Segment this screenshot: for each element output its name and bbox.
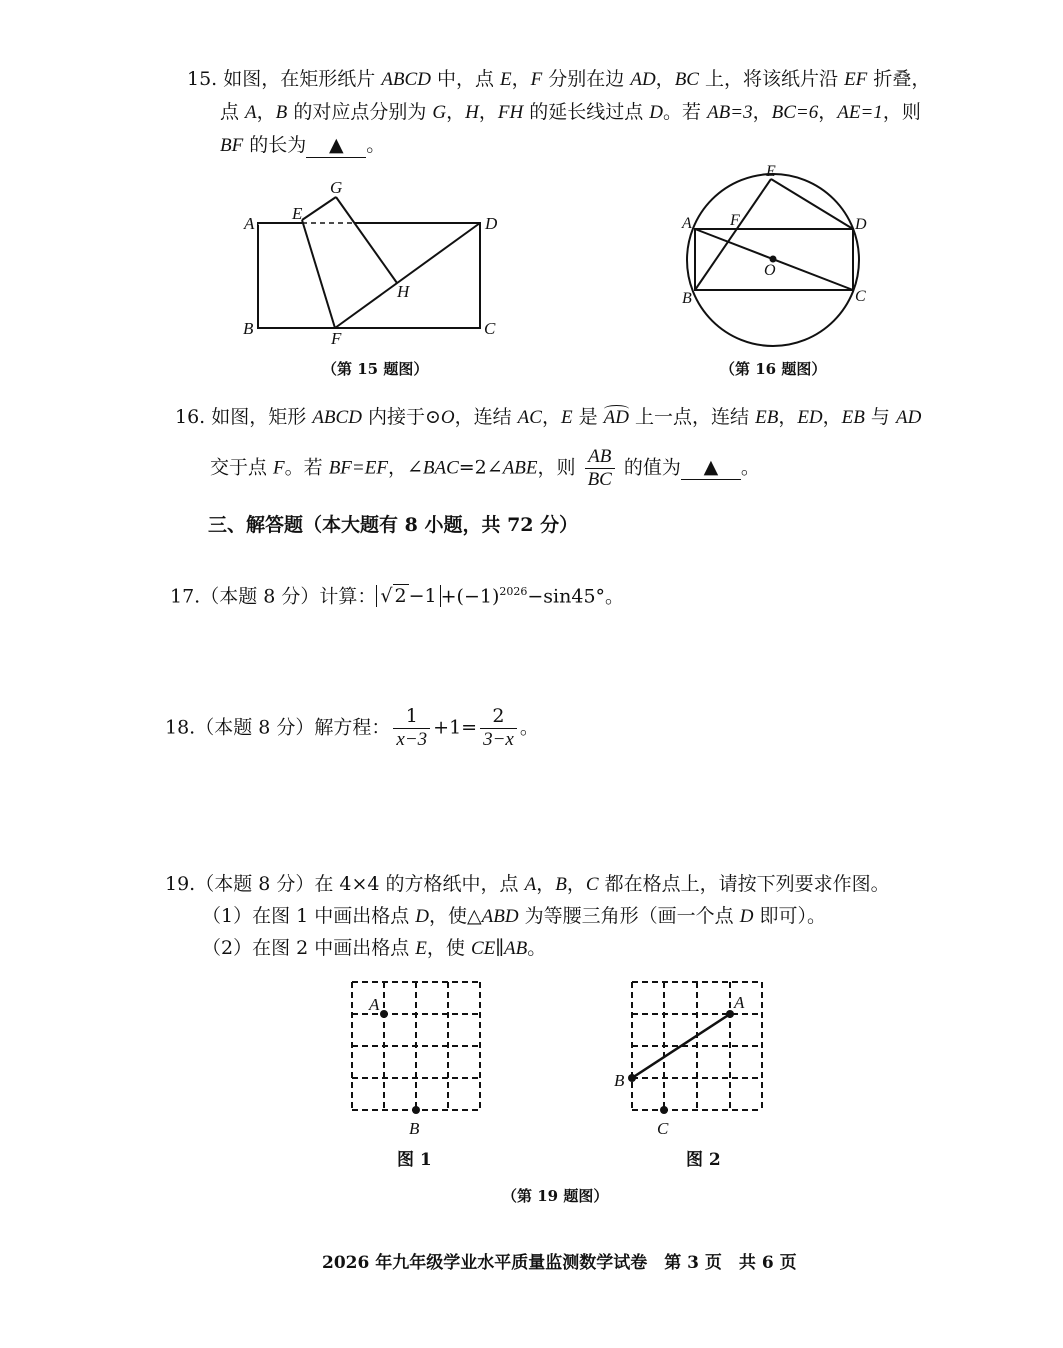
point-c	[660, 1106, 668, 1114]
caption-q15: （第 15 题图）	[322, 360, 429, 378]
absolute-value: √ 2 −1	[376, 585, 440, 607]
q18-line: 18.（本题 8 分）解方程： $\frac{1}{x-3}$ +1= $\frac{2}{3-x}$ 。	[165, 705, 539, 750]
label-d: D	[855, 216, 867, 233]
label-e: E	[292, 204, 303, 223]
segment-eg	[302, 197, 336, 220]
label-a: A	[682, 215, 692, 232]
label-a: A	[369, 995, 380, 1014]
segment-eb	[695, 179, 771, 290]
segment-fd	[335, 223, 480, 328]
q19-line3: （2）在图 2 中画出格点 E，使 CE∥AB。	[202, 937, 547, 959]
fig2-title: 图 2	[686, 1150, 721, 1170]
segment-gh	[336, 197, 397, 283]
fraction-1: $\frac{1}{x-3}$	[393, 706, 430, 751]
label-e: E	[766, 163, 776, 180]
point-a	[380, 1010, 388, 1018]
rectangle-abcd	[258, 223, 480, 328]
label-c: C	[484, 319, 496, 338]
fraction-ab-bc: $\frac{AB}{BC}$	[585, 446, 615, 491]
q19-line2: （1）在图 1 中画出格点 D，使△ABD 为等腰三角形（画一个点 D 即可）。	[202, 905, 826, 927]
label-g: G	[330, 178, 343, 197]
grid-figure-2	[610, 975, 775, 1145]
label-a: A	[244, 214, 255, 233]
segment-ef	[302, 220, 335, 328]
answer-blank-q16[interactable]: ▲	[681, 456, 741, 480]
label-o: O	[764, 262, 776, 279]
answer-blank-q15[interactable]: ▲	[306, 134, 366, 158]
q15-line3: BF 的长为 ▲ 。	[220, 134, 386, 156]
caption-q19: （第 19 题图）	[502, 1187, 609, 1205]
label-d: D	[485, 214, 498, 233]
figure-q16	[675, 160, 875, 360]
q17-line: 17.（本题 8 分）计算： √ $2 -1 +(-1)^{2026}-\sin 45^\circ$。	[170, 585, 625, 608]
label-c: C	[657, 1119, 669, 1138]
label-f: F	[331, 329, 342, 348]
label-a: A	[734, 993, 745, 1012]
page-footer: 2026 年九年级学业水平质量监测数学试卷 第 3 页 共 6 页	[322, 1253, 797, 1273]
label-b: B	[682, 290, 692, 307]
label-c: C	[855, 288, 866, 305]
grid-figure-1	[340, 975, 495, 1145]
fraction-2: $\frac{2}{3-x}$	[480, 706, 517, 751]
segment-ed	[771, 179, 853, 229]
label-b: B	[409, 1119, 420, 1138]
label-b: B	[614, 1071, 625, 1090]
q15-line1: 15. 如图，在矩形纸片 ABCD 中，点 E，F 分别在边 AD，BC 上，将该纸片沿 EF 折叠，	[187, 68, 931, 90]
point-b	[412, 1106, 420, 1114]
figure-q15	[235, 175, 515, 350]
section-heading: 三、解答题（本大题有 8 小题，共 72 分）	[208, 514, 579, 536]
point-a	[726, 1010, 734, 1018]
q16-line2: 交于点 F。若 BF=EF，∠BAC=2∠ABE，则 $\frac{AB}{BC}$ 的值为 ▲ 。	[210, 446, 760, 490]
caption-q16: （第 16 题图）	[720, 360, 827, 378]
q19-line1: 19.（本题 8 分）在 4×4 的方格纸中，点 A，B，C 都在格点上，请按下列要求作图。	[165, 873, 890, 895]
point-b	[628, 1074, 636, 1082]
label-b: B	[243, 319, 254, 338]
label-h: H	[397, 282, 410, 301]
q16-line1: 16. 如图，矩形 ABCD 内接于⊙O，连结 AC，E 是 AD 上一点，连结 EB，ED，EB 与 AD	[175, 406, 922, 428]
q15-line2: 点 A，B 的对应点分别为 G，H，FH 的延长线过点 D。若 AB=3，BC=6，AE=1，则	[220, 101, 921, 123]
fig1-title: 图 1	[397, 1150, 432, 1170]
label-f: F	[730, 212, 740, 229]
arc-ad: AD	[603, 407, 629, 428]
